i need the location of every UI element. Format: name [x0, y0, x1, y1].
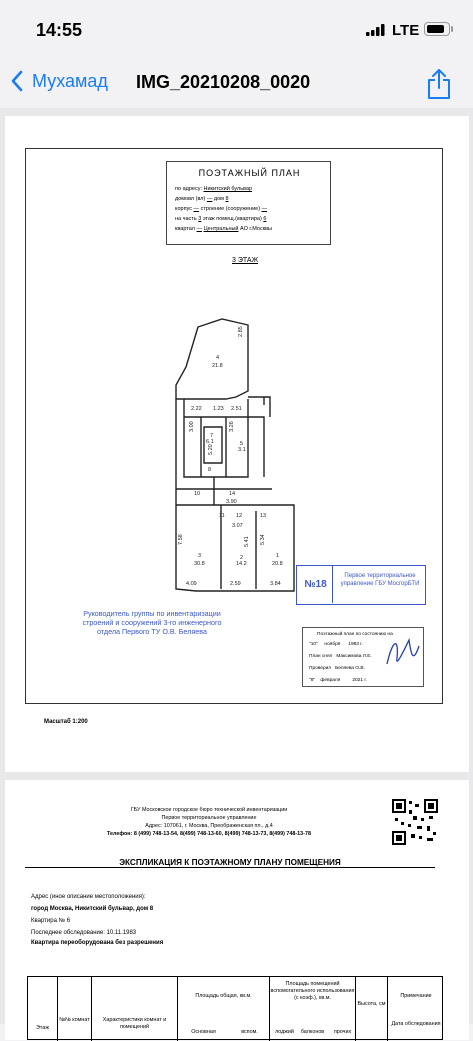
svg-text:3.1: 3.1 — [238, 447, 246, 453]
svg-text:3.07: 3.07 — [232, 523, 243, 529]
floor-plan-page[interactable] — [5, 116, 469, 772]
svg-text:5.41: 5.41 — [244, 536, 250, 547]
scale-label: Масштаб 1:200 — [44, 719, 88, 725]
col-aux-area: Площадь помещений вспомогательного использования (с коэф.), кв.м. лоджий балконов прочих — [270, 977, 356, 1041]
svg-text:2.59: 2.59 — [230, 581, 241, 587]
svg-text:3.90: 3.90 — [226, 499, 237, 505]
stamp-org: Первое территориальное управление ГБУ МосгорБТИ — [340, 573, 420, 587]
nav-bar — [0, 60, 473, 106]
svg-text:2.22: 2.22 — [191, 406, 202, 412]
stamp-number: №18 — [299, 566, 333, 603]
last-survey: Последнее обследование: 10.11.1983 — [31, 930, 137, 936]
back-button[interactable] — [10, 70, 108, 92]
address-label: Адрес (иное описание местоположения): — [31, 894, 146, 900]
svg-text:2.51: 2.51 — [231, 406, 242, 412]
checked-line: Проверил Беляева О.В. — [309, 666, 365, 671]
svg-text:3: 3 — [198, 553, 202, 559]
house-line: домовл (вл) — дом 8 — [175, 196, 229, 202]
svg-text:30.8: 30.8 — [194, 561, 205, 567]
battery-icon — [424, 22, 450, 36]
svg-text:8: 8 — [208, 467, 212, 473]
stamp-text: Руководитель группы по инвентаризации строений и сооружений 3-го инженерного отдела Первого ТУ О.В. Беляева — [82, 609, 222, 636]
plan-header — [166, 161, 331, 245]
org-header — [29, 806, 389, 838]
svg-text:11: 11 — [219, 513, 225, 519]
col-room-num: №№ комнат — [58, 977, 92, 1041]
svg-text:3.00: 3.00 — [189, 421, 195, 432]
plan-sheet — [25, 148, 443, 725]
explication-title: ЭКСПЛИКАЦИЯ К ПОЭТАЖНОМУ ПЛАНУ ПОМЕЩЕНИЯ — [25, 858, 435, 868]
explication-table — [27, 976, 443, 1040]
svg-text:5.34: 5.34 — [260, 534, 266, 545]
korpus-line: корпус — строение (сооружение) — — [175, 206, 268, 212]
svg-text:1: 1 — [276, 553, 280, 559]
svg-text:6.1: 6.1 — [206, 439, 214, 445]
signal-icon — [366, 24, 386, 36]
address-value: город Москва, Никитский бульвар, дом 8 — [31, 906, 154, 912]
svg-text:13: 13 — [260, 513, 267, 519]
document-viewer[interactable] — [0, 108, 473, 1035]
image-title: IMG_20210208_0020 — [136, 72, 311, 92]
address-line: по адресу: Никитский бульвар — [175, 186, 253, 192]
sign-date: "10" ноября 1983 г. — [309, 642, 363, 647]
svg-text:5.20: 5.20 — [208, 444, 214, 455]
svg-text:5: 5 — [240, 441, 244, 447]
qr-code-icon — [391, 798, 439, 846]
svg-text:2: 2 — [240, 555, 244, 561]
floor-label: 3 ЭТАЖ — [232, 257, 259, 264]
plan-title: ПОЭТАЖНЫЙ ПЛАН — [198, 168, 301, 178]
svg-text:3.84: 3.84 — [270, 581, 281, 587]
svg-text:1.23: 1.23 — [213, 406, 224, 412]
col-floor: Этаж — [28, 977, 58, 1041]
plan-made-line: План снял Максимова Л.Е. — [309, 654, 372, 659]
col-note: Примечание Дата обследования — [391, 993, 441, 1027]
battery-cap — [451, 26, 453, 32]
svg-text:12: 12 — [236, 513, 243, 519]
col-characteristics: Характеристики комнат и помещений — [92, 977, 178, 1041]
kvartal-line: квартал — Центральный АО г.Москвы — [175, 226, 272, 232]
part-line: на часть 3 этаж помещ.(квартира) 6 — [175, 216, 267, 222]
svg-text:4.09: 4.09 — [186, 581, 197, 587]
sign-title: Поэтажный план по состоянию на — [317, 632, 393, 637]
col-total-area: Площадь общая, кв.м. Основная вспом. — [178, 977, 270, 1041]
explication-page[interactable] — [5, 780, 469, 1040]
chevron-left-icon — [10, 70, 24, 92]
room-4-area: 21.8 — [212, 363, 223, 369]
status-bar — [0, 0, 473, 60]
svg-text:7: 7 — [210, 433, 214, 439]
share-icon[interactable] — [426, 68, 452, 100]
org-address: Адрес: 107061, г. Москва, Преображенская пл., д.4 — [145, 823, 273, 829]
apartment-number: Квартира № 6 — [31, 918, 71, 924]
room-4-label: 4 — [216, 355, 220, 361]
svg-text:7.58: 7.58 — [178, 534, 184, 545]
bti-stamp — [296, 565, 426, 605]
svg-text:3.26: 3.26 — [229, 421, 235, 432]
network-label: LTE — [392, 22, 420, 39]
svg-text:14: 14 — [229, 491, 236, 497]
status-time: 14:55 — [36, 20, 83, 40]
svg-text:2.85: 2.85 — [238, 326, 244, 337]
floor-plan-drawing — [26, 267, 444, 597]
check-date: "8" февраля 2021 г. — [309, 678, 367, 683]
svg-text:10: 10 — [194, 491, 201, 497]
reconstruction-note: Квартира переоборудована без разрешения — [31, 940, 164, 946]
org-phones: Телефон: 8 (499) 748-13-54, 8(499) 748-13-60, 8(499) 748-13-73, 8(499) 748-13-78 — [107, 831, 311, 837]
signature-box — [302, 627, 424, 687]
org-name: ГБУ Московское городское бюро технической инвентаризации — [130, 807, 288, 813]
back-label: Мухамад — [32, 70, 108, 91]
org-division: Первое территориальное управление — [161, 815, 257, 821]
col-height: Высота, см — [356, 977, 388, 1041]
signature-scribble — [383, 634, 423, 674]
svg-text:20.8: 20.8 — [272, 561, 283, 567]
svg-text:14.2: 14.2 — [236, 561, 247, 567]
